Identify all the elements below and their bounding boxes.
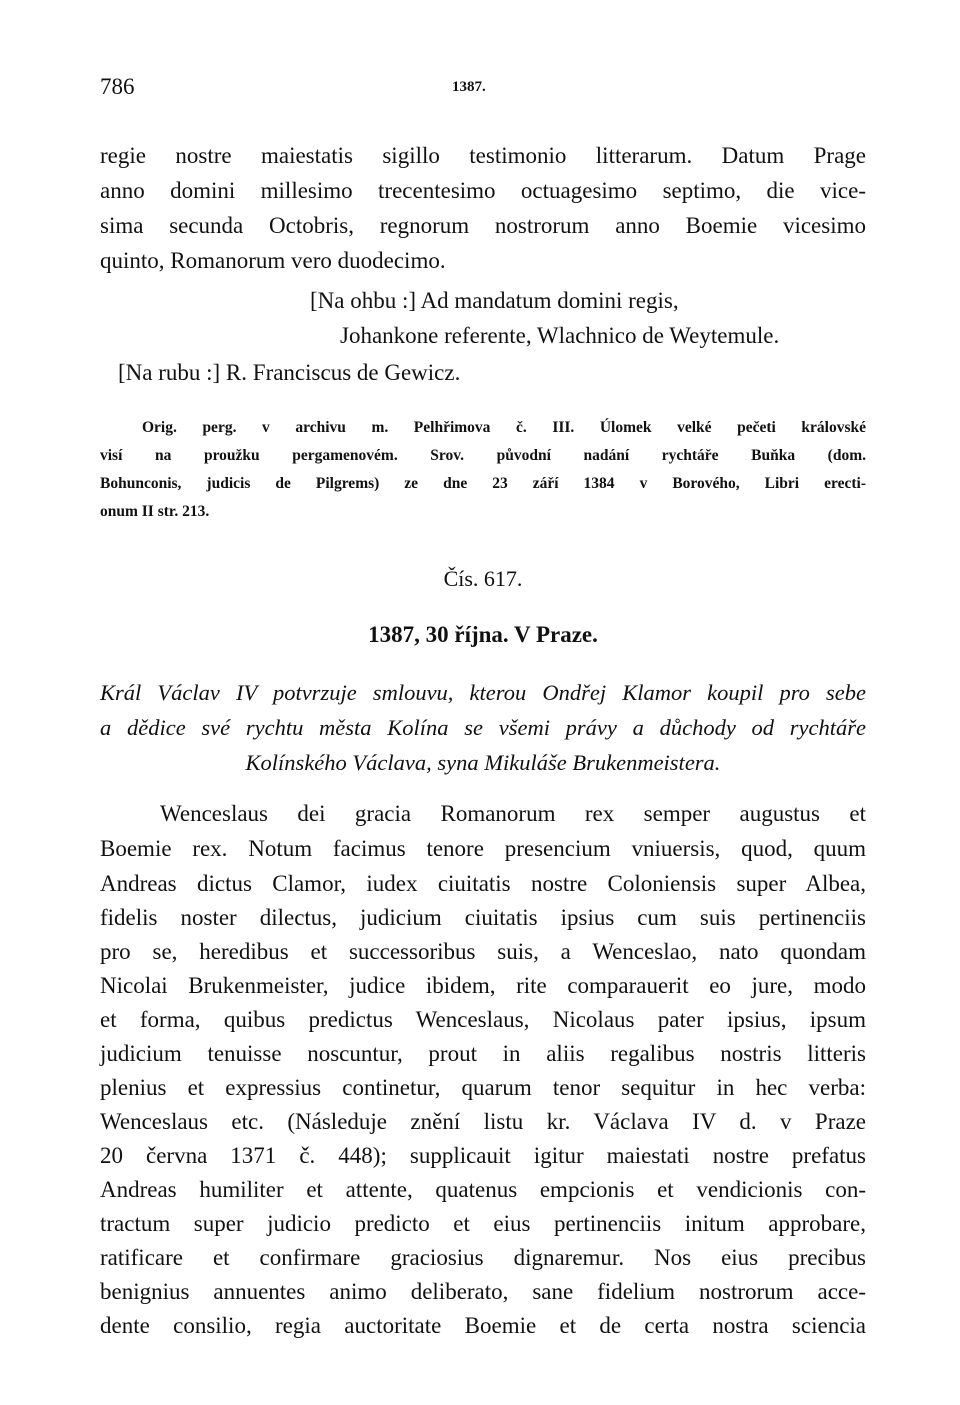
body-line: pro se, heredibus et successoribus suis, a Wenceslao, nato quondam <box>100 939 866 964</box>
body-line: Andreas humiliter et attente, quatenus empcionis et vendicionis con- <box>100 1177 866 1202</box>
endorsement-line: [Na ohbu :] Ad mandatum domini regis, <box>310 288 679 313</box>
text-line: anno domini millesimo trecentesimo octuagesimo septimo, die vice- <box>100 178 866 203</box>
body-line: Andreas dictus Clamor, iudex ciuitatis nostre Coloniensis super Albea, <box>100 871 866 896</box>
body-line: fidelis noster dilectus, judicium ciuitatis ipsius cum suis pertinenciis <box>100 905 866 930</box>
body-line: dente consilio, regia auctoritate Boemie et de certa nostra sciencia <box>100 1313 866 1338</box>
endorsement-line: [Na rubu :] R. Franciscus de Gewicz. <box>118 360 461 385</box>
book-page <box>100 0 866 1405</box>
running-head-year: 1387. <box>452 79 486 95</box>
text-line: regie nostre maiestatis sigillo testimonio litterarum. Datum Prage <box>100 143 866 168</box>
body-line: ratificare et confirmare graciosius dignaremur. Nos eius precibus <box>100 1245 866 1270</box>
archival-note-line: Bohunconis, judicis de Pilgrems) ze dne 23 září 1384 v Borového, Libri erecti- <box>100 475 866 492</box>
regest-line: Král Václav IV potvrzuje smlouvu, kterou Ondřej Klamor koupil pro sebe <box>100 680 866 705</box>
body-line: Nicolai Brukenmeister, judice ibidem, rite comparauerit eo jure, modo <box>100 973 866 998</box>
archival-note-line: Orig. perg. v archivu m. Pelhřimova č. III. Úlomek velké pečeti královské <box>142 419 866 436</box>
text-line: quinto, Romanorum vero duodecimo. <box>100 248 446 273</box>
body-line: plenius et expressius continetur, quarum tenor sequitur in hec verba: <box>100 1075 866 1100</box>
body-line: tractum super judicio predicto et eius pertinenciis initum approbare, <box>100 1211 866 1236</box>
body-line: 20 června 1371 č. 448); supplicauit igitur maiestati nostre prefatus <box>100 1143 866 1168</box>
text-line: sima secunda Octobris, regnorum nostrorum anno Boemie vicesimo <box>100 213 866 238</box>
document-number: Čís. 617. <box>443 566 523 591</box>
body-line: Wenceslaus etc. (Následuje znění listu kr. Václava IV d. v Praze <box>100 1109 866 1134</box>
body-line: et forma, quibus predictus Wenceslaus, Nicolaus pater ipsius, ipsum <box>100 1007 866 1032</box>
document-date-place: 1387, 30 října. V Praze. <box>368 622 598 647</box>
regest-line: Kolínského Václava, syna Mikuláše Brukenmeistera. <box>245 750 721 775</box>
body-line: Wenceslaus dei gracia Romanorum rex semper augustus et <box>160 801 866 826</box>
body-line: Boemie rex. Notum facimus tenore presencium vniuersis, quod, quum <box>100 836 866 861</box>
archival-note-line: visí na proužku pergamenovém. Srov. původní nadání rychtáře Buňka (dom. <box>100 447 866 464</box>
endorsement-line: Johankone referente, Wlachnico de Weytemule. <box>340 323 780 348</box>
body-line: judicium tenuisse noscuntur, prout in aliis regalibus nostris litteris <box>100 1041 866 1066</box>
page-number: 786 <box>100 74 135 99</box>
body-line: benignius annuentes animo deliberato, sane fidelium nostrorum acce- <box>100 1279 866 1304</box>
regest-line: a dědice své rychtu města Kolína se všemi právy a důchody od rychtáře <box>100 715 866 740</box>
archival-note-line: onum II str. 213. <box>100 503 210 520</box>
page-header <box>100 74 866 106</box>
